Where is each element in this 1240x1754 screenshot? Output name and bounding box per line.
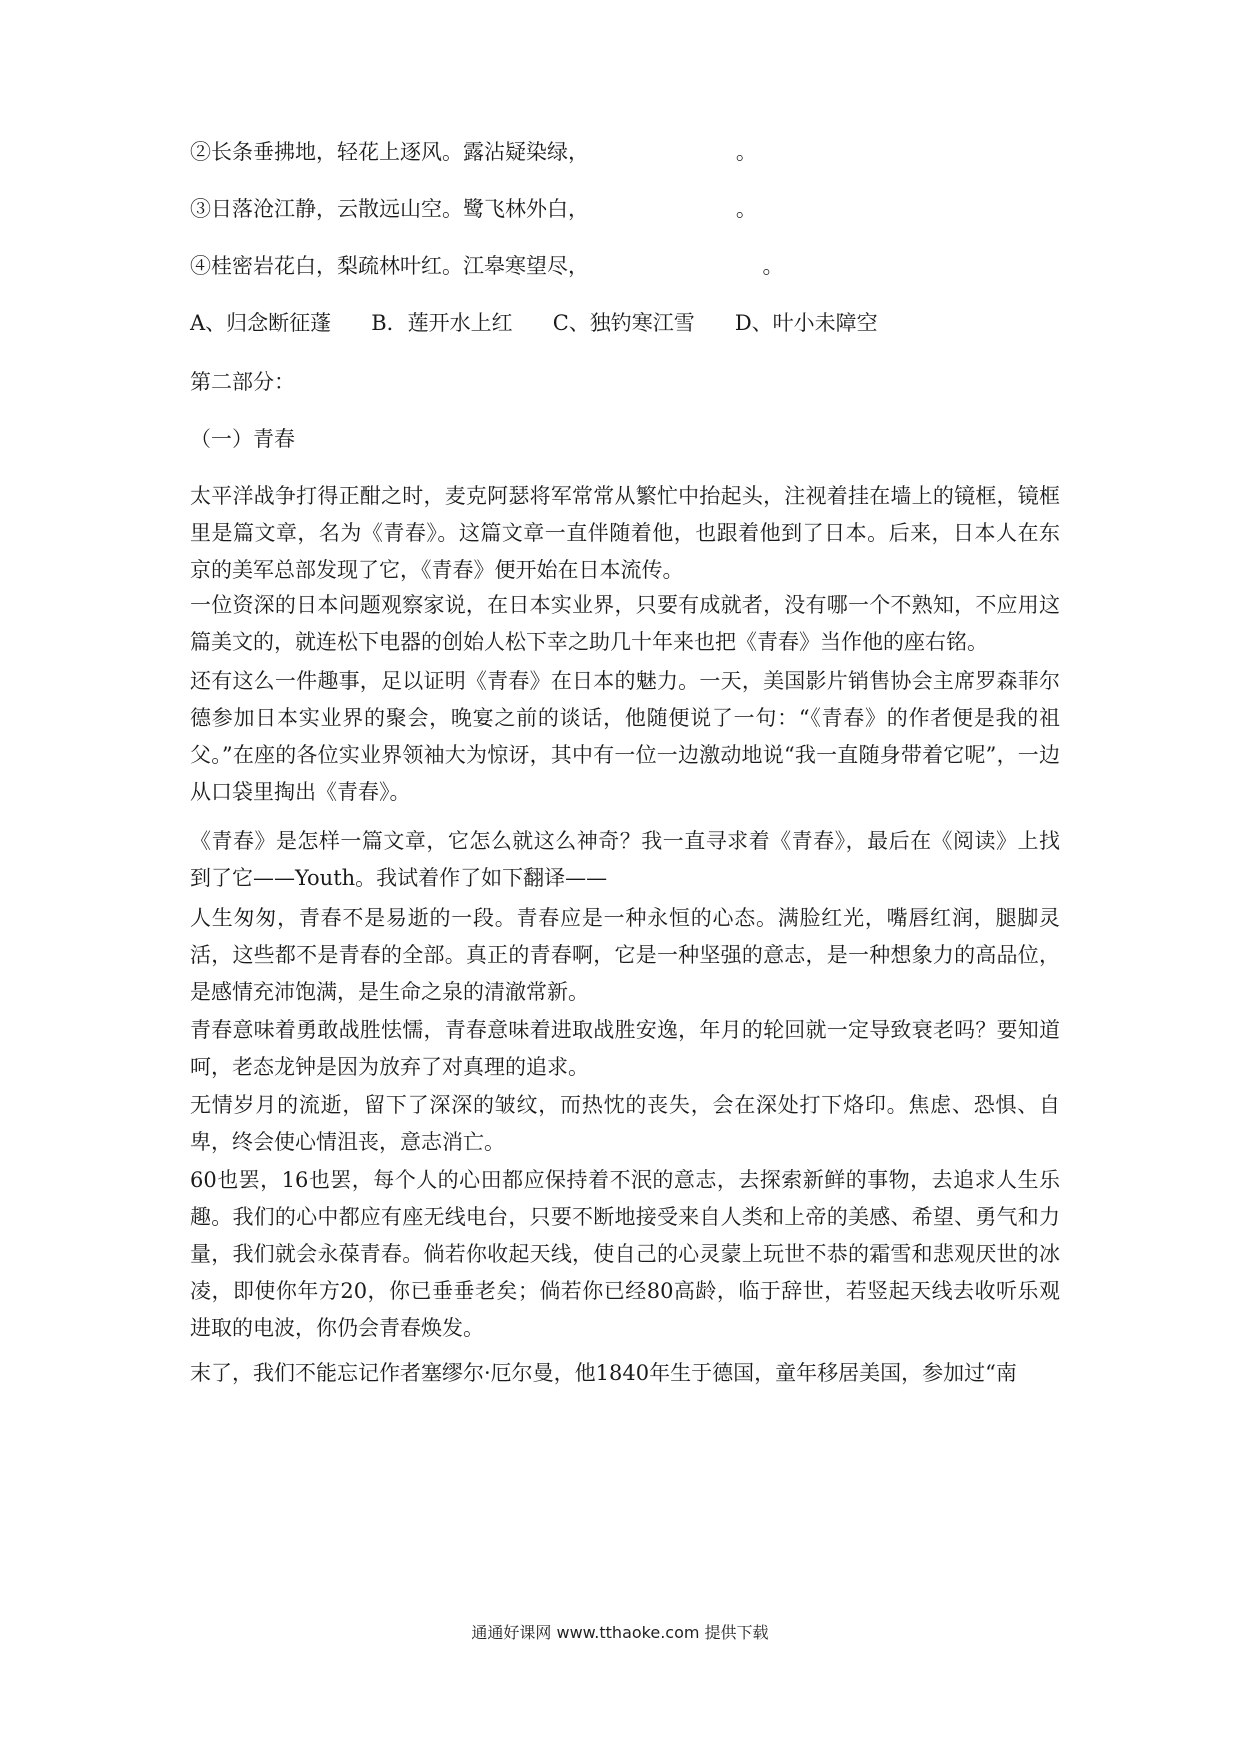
paragraph-2: 一位资深的日本问题观察家说，在日本实业界，只要有成就者，没有哪一个不熟知，不应用这篇美文的，就连松下电器的创始人松下幸之助几十年来也把《青春》当作他的座右铭。 <box>190 593 1060 654</box>
poem-line-4: ④桂密岩花白，梨疏林叶红。江皋寒望尽， 。 <box>190 254 784 278</box>
paragraph-7: 无情岁月的流逝，留下了深深的皱纹，而热忱的丧失，会在深处打下烙印。焦虑、恐惧、自卑，终会使心情沮丧，意志消亡。 <box>190 1093 1060 1154</box>
section-title: 第二部分： <box>190 370 295 394</box>
footer-download-note: 通通好课网 www.tthaoke.com 提供下载 <box>471 1623 769 1642</box>
article-title: （一）青春 <box>190 427 295 451</box>
paragraph-4: 《青春》是怎样一篇文章，它怎么就这么神奇？我一直寻求着《青春》，最后在《阅读》上找到了它——Youth。我试着作了如下翻译—— <box>190 829 1060 890</box>
answer-options: A、归念断征蓬 B．莲开水上红 C、独钓寒江雪 D、叶小未障空 <box>190 311 878 335</box>
paragraph-5: 人生匆匆，青春不是易逝的一段。青春应是一种永恒的心态。满脸红光，嘴唇红润，腿脚灵活，这些都不是青春的全部。真正的青春啊，它是一种坚强的意志，是一种想象力的高品位，是感情充沛饱满，是生命之泉的清澈常新。 <box>190 906 1060 1004</box>
poem-line-3: ③日落沧江静，云散远山空。鹭飞林外白， 。 <box>190 197 757 221</box>
paragraph-3: 还有这么一件趣事，足以证明《青春》在日本的魅力。一天，美国影片销售协会主席罗森菲尔德参加日本实业界的聚会，晚宴之前的谈话，他随便说了一句：“《青春》的作者便是我的祖父。”在座的各位实业界领袖大为惊讶，其中有一位一边激动地说“我一直随身带着它呢”，一边从口袋里掏出《青春》。 <box>190 669 1060 804</box>
paragraph-6: 青春意味着勇敢战胜怯懦，青春意味着进取战胜安逸，年月的轮回就一定导致衰老吗？要知道呵，老态龙钟是因为放弃了对真理的追求。 <box>190 1018 1060 1079</box>
paragraph-9: 末了，我们不能忘记作者塞缪尔·厄尔曼，他1840年生于德国，童年移居美国，参加过“南 <box>190 1361 1017 1385</box>
paragraph-1: 太平洋战争打得正酣之时，麦克阿瑟将军常常从繁忙中抬起头，注视着挂在墙上的镜框，镜框里是篇文章，名为《青春》。这篇文章一直伴随着他，也跟着他到了日本。后来，日本人在东京的美军总部发现了它，《青春》便开始在日本流传。 <box>190 484 1060 582</box>
poem-line-2: ②长条垂拂地，轻花上逐风。露沾疑染绿， 。 <box>190 140 757 164</box>
paragraph-8: 60也罢，16也罢，每个人的心田都应保持着不泯的意志，去探索新鲜的事物，去追求人生乐趣。我们的心中都应有座无线电台，只要不断地接受来自人类和上帝的美感、希望、勇气和力量，我们就会永葆青春。倘若你收起天线，使自己的心灵蒙上玩世不恭的霜雪和悲观厌世的冰凌，即使你年方20，你已垂垂老矣；倘若你已经80高龄，临于辞世，若竖起天线去收听乐观进取的电波，你仍会青春焕发。 <box>190 1168 1060 1340</box>
